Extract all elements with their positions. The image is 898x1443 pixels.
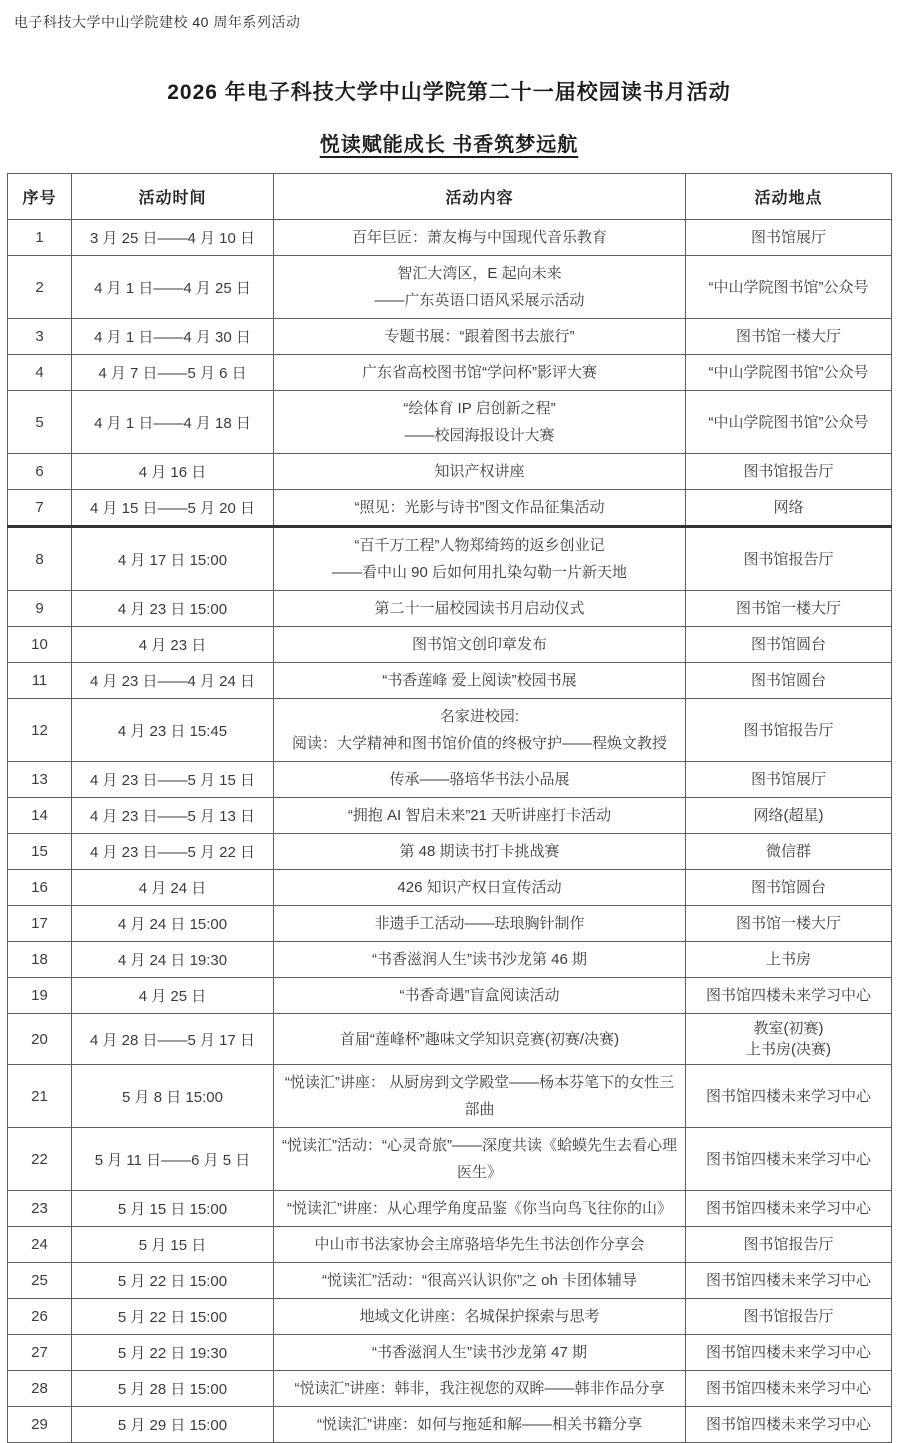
content-line: 智汇大湾区，E 起向未来 — [397, 265, 562, 282]
location-line: 图书馆四楼未来学习中心 — [705, 987, 871, 1004]
cell-sequence-number: 29 — [8, 1407, 72, 1443]
cell-sequence-number: 3 — [8, 319, 72, 355]
location-line: 图书馆圆台 — [750, 879, 826, 896]
cell-activity-time: 5 月 22 日 15:00 — [72, 1263, 274, 1299]
cell-sequence-number: 27 — [8, 1335, 72, 1371]
content-line: “书香奇遇”盲盒阅读活动 — [399, 987, 560, 1004]
cell-activity-time: 4 月 24 日 19:30 — [72, 942, 274, 978]
cell-activity-content — [274, 1335, 686, 1371]
table-row — [8, 1263, 892, 1299]
cell-sequence-number: 26 — [8, 1299, 72, 1335]
location-line: 图书馆四楼未来学习中心 — [705, 1150, 871, 1168]
table-row — [8, 319, 892, 355]
activities-table-body — [8, 220, 892, 1443]
content-line: “照见：光影与诗书”图文作品征集活动 — [354, 499, 605, 516]
cell-activity-time: 4 月 25 日 — [72, 978, 274, 1014]
cell-activity-time: 4 月 1 日——4 月 25 日 — [72, 256, 274, 319]
cell-sequence-number: 13 — [8, 762, 72, 798]
location-line: 图书馆四楼未来学习中心 — [705, 1087, 871, 1105]
content-line: 图书馆文创印章发布 — [411, 636, 547, 653]
table-row — [8, 798, 892, 834]
cell-activity-time: 5 月 11 日——6 月 5 日 — [72, 1128, 274, 1191]
cell-activity-content — [274, 834, 686, 870]
cell-activity-time: 4 月 1 日——4 月 30 日 — [72, 319, 274, 355]
cell-activity-location — [686, 1371, 892, 1407]
location-line: 教室(初赛) — [753, 1020, 824, 1037]
table-row — [8, 1065, 892, 1128]
cell-activity-content — [274, 591, 686, 627]
content-line: ——看中山 90 后如何用扎染勾勒一片新天地 — [331, 564, 628, 581]
cell-activity-content — [274, 978, 686, 1014]
cell-activity-time: 4 月 23 日——5 月 13 日 — [72, 798, 274, 834]
location-line: 图书馆四楼未来学习中心 — [705, 1200, 871, 1217]
cell-activity-location — [686, 906, 892, 942]
table-row — [8, 834, 892, 870]
cell-activity-location — [686, 527, 892, 591]
cell-sequence-number: 9 — [8, 591, 72, 627]
cell-sequence-number: 10 — [8, 627, 72, 663]
cell-activity-location — [686, 319, 892, 355]
cell-activity-content — [274, 1263, 686, 1299]
location-line: 图书馆四楼未来学习中心 — [705, 1344, 871, 1361]
cell-sequence-number: 28 — [8, 1371, 72, 1407]
cell-sequence-number: 19 — [8, 978, 72, 1014]
cell-activity-time: 4 月 23 日——4 月 24 日 — [72, 663, 274, 699]
header-note: 电子科技大学中山学院建校 40 周年系列活动 — [14, 14, 301, 30]
cell-activity-location — [686, 490, 892, 527]
cell-activity-location — [686, 1227, 892, 1263]
cell-activity-time: 4 月 16 日 — [72, 454, 274, 490]
cell-activity-location — [686, 870, 892, 906]
cell-sequence-number: 20 — [8, 1014, 72, 1065]
cell-activity-time: 4 月 24 日 — [72, 870, 274, 906]
cell-activity-content — [274, 220, 686, 256]
location-line: 图书馆展厅 — [750, 229, 826, 246]
content-line: “悦读汇”活动：“很高兴认识你”之 oh 卡团体辅导 — [321, 1272, 637, 1289]
cell-activity-time: 5 月 15 日 — [72, 1227, 274, 1263]
content-line: 百年巨匠：萧友梅与中国现代音乐教育 — [351, 229, 607, 246]
cell-activity-content — [274, 391, 686, 454]
cell-activity-content — [274, 355, 686, 391]
location-line: 图书馆报告厅 — [743, 1236, 834, 1253]
cell-sequence-number: 7 — [8, 490, 72, 527]
location-line: 微信群 — [765, 843, 811, 860]
content-line: “书香莲峰 爱上阅读”校园书展 — [382, 672, 577, 689]
cell-activity-location — [686, 1407, 892, 1443]
table-row — [8, 699, 892, 762]
table-row — [8, 1191, 892, 1227]
content-line: 426 知识产权日宣传活动 — [397, 879, 562, 896]
cell-activity-time: 4 月 15 日——5 月 20 日 — [72, 490, 274, 527]
cell-activity-time: 5 月 28 日 15:00 — [72, 1371, 274, 1407]
cell-activity-location — [686, 1014, 892, 1065]
table-row — [8, 220, 892, 256]
cell-sequence-number: 11 — [8, 663, 72, 699]
location-line: 图书馆展厅 — [750, 771, 826, 788]
cell-activity-location — [686, 1191, 892, 1227]
cell-activity-location — [686, 256, 892, 319]
cell-activity-content — [274, 1191, 686, 1227]
content-line: “书香滋润人生”读书沙龙第 46 期 — [371, 951, 587, 968]
location-line: 图书馆一楼大厅 — [735, 328, 841, 345]
cell-activity-content — [274, 870, 686, 906]
cell-sequence-number: 6 — [8, 454, 72, 490]
cell-sequence-number: 14 — [8, 798, 72, 834]
content-line: “悦读汇”讲座： 从厨房到文学殿堂——杨本芬笔下的女性三 — [284, 1074, 675, 1091]
cell-sequence-number: 8 — [8, 527, 72, 591]
page-subtitle: 悦读赋能成长 书香筑梦远航 — [319, 134, 579, 156]
location-line: 网络 — [773, 499, 804, 516]
cell-activity-location — [686, 978, 892, 1014]
column-header-content: 活动内容 — [274, 174, 686, 220]
cell-sequence-number: 2 — [8, 256, 72, 319]
cell-activity-time: 4 月 23 日 15:45 — [72, 699, 274, 762]
location-line: 图书馆报告厅 — [743, 463, 834, 480]
table-row — [8, 906, 892, 942]
content-line: 地域文化讲座：名城保护探索与思考 — [359, 1308, 600, 1325]
cell-activity-location — [686, 454, 892, 490]
cell-activity-content — [274, 256, 686, 319]
cell-sequence-number: 15 — [8, 834, 72, 870]
cell-activity-time: 4 月 23 日 15:00 — [72, 591, 274, 627]
content-line: 部曲 — [464, 1101, 495, 1118]
cell-sequence-number: 17 — [8, 906, 72, 942]
cell-activity-location — [686, 627, 892, 663]
table-row — [8, 663, 892, 699]
table-row — [8, 1371, 892, 1407]
table-row — [8, 490, 892, 527]
cell-activity-location — [686, 663, 892, 699]
cell-activity-content — [274, 699, 686, 762]
location-line: 上书房 — [765, 951, 811, 968]
cell-activity-content — [274, 798, 686, 834]
column-header-location: 活动地点 — [686, 174, 892, 220]
cell-sequence-number: 4 — [8, 355, 72, 391]
cell-activity-time: 3 月 25 日——4 月 10 日 — [72, 220, 274, 256]
cell-activity-location — [686, 220, 892, 256]
table-row — [8, 256, 892, 319]
content-line: 名家进校园: — [439, 708, 520, 725]
cell-activity-time: 5 月 8 日 15:00 — [72, 1065, 274, 1128]
table-row — [8, 978, 892, 1014]
table-row — [8, 1128, 892, 1191]
cell-activity-content — [274, 906, 686, 942]
cell-activity-time: 4 月 23 日——5 月 22 日 — [72, 834, 274, 870]
content-line: 传承——骆培华书法小品展 — [389, 771, 570, 788]
location-line: 图书馆圆台 — [750, 672, 826, 689]
cell-sequence-number: 1 — [8, 220, 72, 256]
column-header-time: 活动时间 — [72, 174, 274, 220]
cell-activity-content — [274, 1299, 686, 1335]
page-title: 2026 年电子科技大学中山学院第二十一届校园读书月活动 — [167, 81, 731, 104]
content-line: “百千万工程”人物郑绮筠的返乡创业记 — [354, 537, 605, 554]
cell-activity-time: 5 月 22 日 19:30 — [72, 1335, 274, 1371]
activities-table — [7, 173, 892, 1443]
table-row — [8, 1299, 892, 1335]
table-row — [8, 527, 892, 591]
table-row — [8, 1014, 892, 1065]
cell-activity-location — [686, 1065, 892, 1128]
table-row — [8, 591, 892, 627]
content-line: “悦读汇”活动：“心灵奇旅”——深度共读《蛤蟆先生去看心理 — [282, 1137, 677, 1154]
cell-activity-content — [274, 762, 686, 798]
location-line: 图书馆四楼未来学习中心 — [705, 1416, 871, 1433]
cell-activity-content — [274, 1065, 686, 1128]
cell-activity-content — [274, 454, 686, 490]
table-row — [8, 942, 892, 978]
location-line: “中山学院图书馆”公众号 — [708, 413, 869, 431]
cell-activity-content — [274, 1227, 686, 1263]
content-line: 知识产权讲座 — [434, 463, 525, 480]
cell-activity-content — [274, 627, 686, 663]
cell-activity-time: 4 月 23 日——5 月 15 日 — [72, 762, 274, 798]
cell-activity-location — [686, 798, 892, 834]
content-line: “悦读汇”讲座：如何与拖延和解——相关书籍分享 — [317, 1416, 642, 1433]
cell-activity-location — [686, 1335, 892, 1371]
cell-sequence-number: 18 — [8, 942, 72, 978]
cell-activity-location — [686, 1263, 892, 1299]
content-line: ——广东英语口语风采展示活动 — [374, 292, 585, 309]
cell-activity-content — [274, 1407, 686, 1443]
cell-sequence-number: 25 — [8, 1263, 72, 1299]
cell-activity-content — [274, 942, 686, 978]
cell-activity-content — [274, 663, 686, 699]
content-line: 第二十一届校园读书月启动仪式 — [374, 600, 585, 617]
cell-sequence-number: 21 — [8, 1065, 72, 1128]
cell-sequence-number: 24 — [8, 1227, 72, 1263]
location-line: 图书馆报告厅 — [743, 1308, 834, 1325]
cell-activity-content — [274, 1371, 686, 1407]
cell-activity-location — [686, 762, 892, 798]
content-line: 中山市书法家协会主席骆培华先生书法创作分享会 — [314, 1236, 645, 1253]
location-line: 图书馆一楼大厅 — [735, 600, 841, 617]
content-line: 首届“莲峰杯”趣味文学知识竞赛(初赛/决赛) — [339, 1030, 620, 1048]
content-line: “拥抱 AI 智启未来”21 天听讲座打卡活动 — [347, 807, 612, 824]
table-row — [8, 1335, 892, 1371]
table-row — [8, 762, 892, 798]
content-line: ——校园海报设计大赛 — [404, 427, 555, 444]
location-line: 上书房(决赛) — [746, 1041, 831, 1058]
cell-activity-time: 4 月 1 日——4 月 18 日 — [72, 391, 274, 454]
location-line: 图书馆四楼未来学习中心 — [705, 1272, 871, 1289]
cell-activity-time: 4 月 24 日 15:00 — [72, 906, 274, 942]
location-line: 图书馆一楼大厅 — [735, 915, 841, 932]
cell-activity-content — [274, 527, 686, 591]
location-line: 图书馆四楼未来学习中心 — [705, 1380, 871, 1397]
cell-activity-location — [686, 391, 892, 454]
cell-activity-content — [274, 319, 686, 355]
table-row — [8, 627, 892, 663]
cell-activity-location — [686, 1299, 892, 1335]
location-line: 图书馆报告厅 — [743, 550, 834, 568]
table-row — [8, 454, 892, 490]
content-line: “悦读汇”讲座：韩非，我注视您的双眸——韩非作品分享 — [294, 1380, 665, 1397]
cell-activity-location — [686, 355, 892, 391]
cell-sequence-number: 22 — [8, 1128, 72, 1191]
cell-activity-time: 4 月 7 日——5 月 6 日 — [72, 355, 274, 391]
content-line: “绘体育 IP 启创新之程” — [403, 400, 556, 417]
cell-sequence-number: 5 — [8, 391, 72, 454]
table-row — [8, 355, 892, 391]
location-line: 网络(超星) — [753, 807, 824, 824]
cell-activity-location — [686, 699, 892, 762]
table-row — [8, 1407, 892, 1443]
cell-sequence-number: 12 — [8, 699, 72, 762]
location-line: 图书馆报告厅 — [743, 721, 834, 739]
cell-activity-time: 4 月 17 日 15:00 — [72, 527, 274, 591]
content-line: “悦读汇”讲座：从心理学角度品鉴《你当向鸟飞往你的山》 — [287, 1200, 672, 1217]
cell-activity-location — [686, 591, 892, 627]
cell-activity-location — [686, 942, 892, 978]
location-line: “中山学院图书馆”公众号 — [708, 278, 869, 296]
cell-activity-time: 4 月 28 日——5 月 17 日 — [72, 1014, 274, 1065]
table-row — [8, 1227, 892, 1263]
cell-sequence-number: 16 — [8, 870, 72, 906]
cell-activity-content — [274, 1014, 686, 1065]
cell-activity-location — [686, 834, 892, 870]
content-line: 医生》 — [456, 1164, 502, 1181]
table-header-row — [8, 174, 892, 220]
cell-activity-time: 5 月 15 日 15:00 — [72, 1191, 274, 1227]
location-line: “中山学院图书馆”公众号 — [708, 364, 869, 381]
content-line: 专题书展：“跟着图书去旅行” — [384, 328, 575, 345]
table-row — [8, 391, 892, 454]
table-row — [8, 870, 892, 906]
content-line: 第 48 期读书打卡挑战赛 — [399, 843, 560, 860]
cell-sequence-number: 23 — [8, 1191, 72, 1227]
cell-activity-location — [686, 1128, 892, 1191]
content-line: 非遗手工活动——珐琅胸针制作 — [374, 915, 585, 932]
content-line: 广东省高校图书馆“学问杯”影评大赛 — [362, 364, 597, 381]
column-header-sequence: 序号 — [8, 174, 72, 220]
cell-activity-content — [274, 490, 686, 527]
cell-activity-content — [274, 1128, 686, 1191]
content-line: 阅读：大学精神和图书馆价值的终极守护——程焕文教授 — [291, 735, 667, 752]
cell-activity-time: 5 月 29 日 15:00 — [72, 1407, 274, 1443]
location-line: 图书馆圆台 — [750, 636, 826, 653]
cell-activity-time: 5 月 22 日 15:00 — [72, 1299, 274, 1335]
content-line: “书香滋润人生”读书沙龙第 47 期 — [371, 1344, 587, 1361]
cell-activity-time: 4 月 23 日 — [72, 627, 274, 663]
